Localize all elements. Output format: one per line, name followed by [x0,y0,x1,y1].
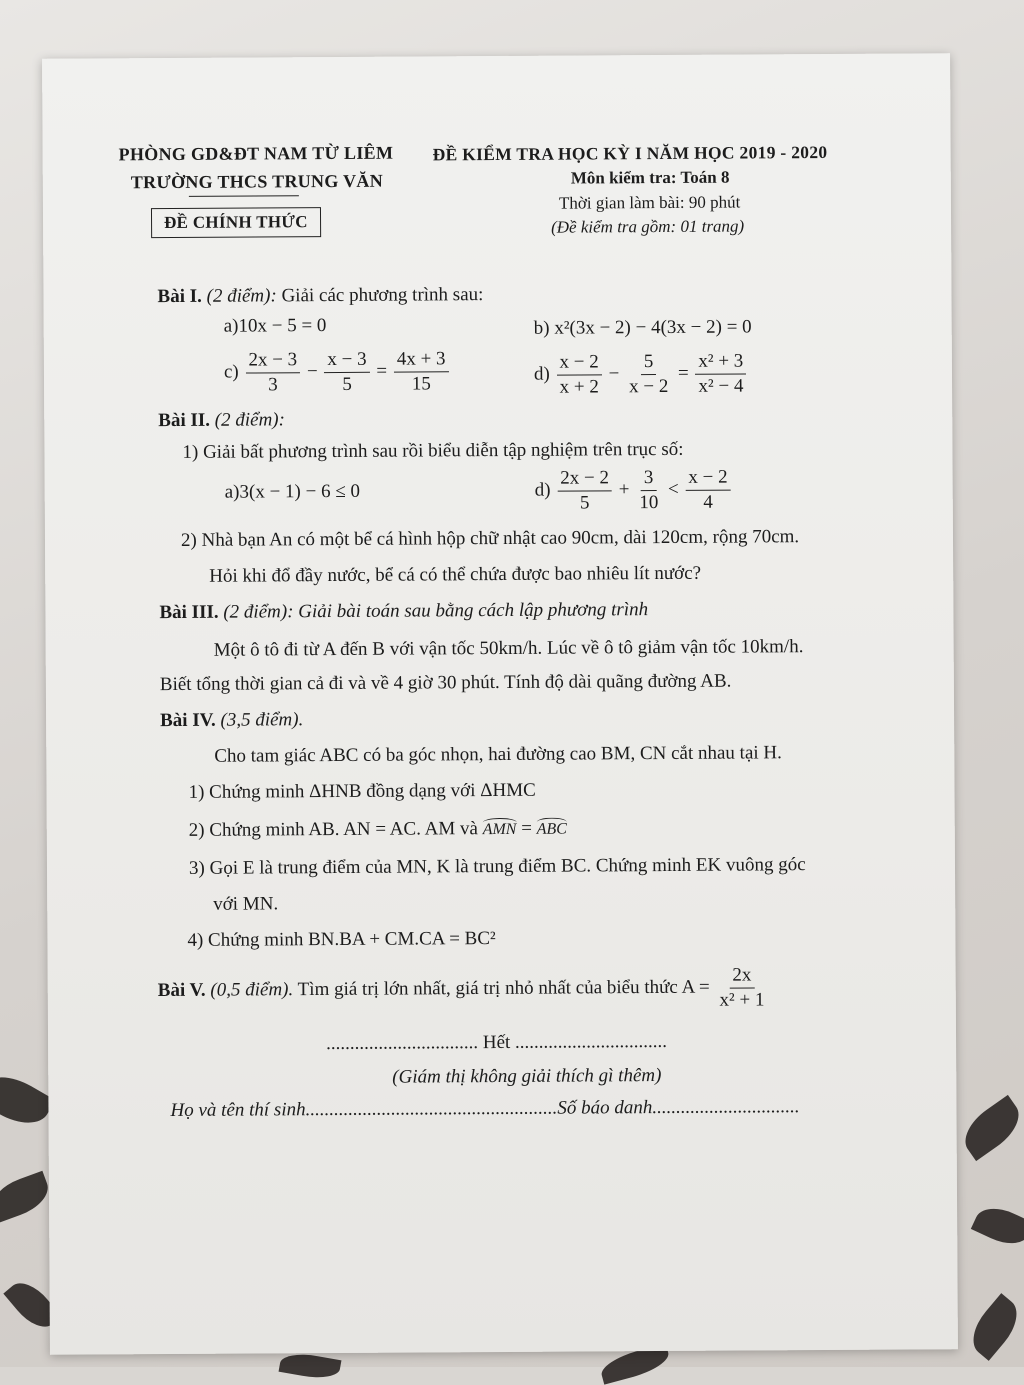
leaf-pattern [0,1065,55,1135]
bai2-q2-line2: Hỏi khi đổ đầy nước, bể cá có thể chứa được bao nhiêu lít nước? [209,562,702,587]
operator: − [306,360,318,383]
leaf-pattern [955,1095,1024,1161]
fraction-numerator: x − 2 [685,467,730,491]
proctor-note: (Giám thị không giải thích gì thêm) [392,1065,662,1088]
header-underline [189,195,299,197]
exam-pages-note: (Đề kiểm tra gồm: 01 trang) [551,216,745,237]
fraction [324,349,370,396]
fraction [557,467,612,514]
fraction-numerator: x − 3 [324,349,369,373]
fraction-denominator: 5 [342,373,352,395]
fraction-denominator: x − 2 [629,375,669,398]
bai4-q2-text: 2) Chứng minh AB. AN = AC. AM và [188,818,478,841]
exam-subject: Môn kiểm tra: Toán 8 [570,167,730,188]
bai1-prompt: Giải các phương trình sau: [281,284,484,307]
operator: = [521,817,532,839]
fraction-denominator: x + 2 [559,376,599,398]
bai1-a: a)10x − 5 = 0 [223,315,327,337]
bai3-line1: Một ô tô đi từ A đến B với vận tốc 50km/h. Lúc về ô tô giảm vận tốc 10km/h. [213,636,804,661]
fraction-numerator: 2x [729,964,754,988]
operator: + [618,479,630,501]
fraction-denominator: 3 [268,374,278,396]
fraction [685,467,731,514]
bai1-c-label: c) [223,361,239,383]
leaf-pattern [279,1350,342,1382]
fraction-denominator: 10 [639,492,659,514]
bai2-heading [158,409,285,432]
bai2-points: (2 điểm): [214,409,285,431]
bai3-heading [159,599,648,624]
bai2-a: a)3(x − 1) − 6 ≤ 0 [224,480,361,503]
fraction-numerator: 2x − 2 [557,467,612,491]
fraction-numerator: 3 [641,467,657,491]
angle-amn: AMN [482,820,517,839]
bai5-text: Tìm giá trị lớn nhất, giá trị nhỏ nhất của biểu thức A = [297,976,710,1001]
fraction [626,351,672,398]
bai4-q4: 4) Chứng minh BN.BA + CM.CA = BC² [187,928,496,951]
fraction [245,349,300,396]
fraction-numerator: x² + 3 [695,350,746,374]
fraction-numerator: x − 2 [556,351,601,375]
fraction-denominator: 4 [703,491,713,513]
operator: − [608,363,620,385]
bai5-line [158,964,770,1015]
bai2-q1: 1) Giải bất phương trình sau rồi biểu diễn tập nghiệm trên trục số: [182,438,684,463]
end-marker: ................................ Hết ................................ [326,1030,668,1055]
exam-duration: Thời gian làm bài: 90 phút [558,192,741,213]
bai1-points: (2 điểm): [206,285,277,307]
fraction-numerator: 5 [641,351,657,375]
operator: < [667,478,679,500]
bai5-title: Bài V. [157,979,206,1001]
fraction-denominator: 15 [411,373,431,395]
bai4-q3-line1: 3) Gọi E là trung điểm của MN, K là trung điểm BC. Chứng minh EK vuông góc [188,854,806,879]
candidate-line: Họ và tên thí sinh.....................................................Số báo danh............................... [170,1096,800,1122]
fraction [636,467,661,514]
leaf-pattern [971,1200,1024,1252]
bai2-d-label: d) [534,479,551,501]
fraction-denominator: x² + 1 [719,989,765,1011]
bai2-q2-line1: 2) Nhà bạn An có một bể cá hình hộp chữ nhật cao 90cm, dài 120cm, rộng 70cm. [180,526,800,551]
bai1-heading [157,284,483,308]
fraction [695,350,746,397]
bai4-points: (3,5 điểm). [220,709,304,731]
bai5-points: (0,5 điểm). [210,979,294,1001]
exam-title: ĐỀ KIỂM TRA HỌC KỲ I NĂM HỌC 2019 - 2020 [432,141,828,165]
fraction-denominator: 5 [579,492,590,514]
bai2-d [535,467,733,515]
operator: = [376,360,388,382]
bai1-d [534,350,749,398]
bai1-title: Bài I. [157,285,202,308]
bai4-title: Bài IV. [160,709,216,732]
leaf-pattern [0,1171,54,1223]
exam-paper [42,53,958,1355]
operator: = [677,362,689,384]
angle-abc: ABC [536,820,567,838]
bai3-line2: Biết tổng thời gian cả đi và về 4 giờ 30 phút. Tính độ dài quãng đường AB. [159,670,732,696]
bai1-d-label: d) [533,363,550,385]
bai3-title: Bài III. [159,601,219,624]
bai4-q3-line2: với MN. [213,893,279,915]
fraction-denominator: x² − 4 [698,375,744,397]
fraction-numerator: 2x − 3 [245,349,300,373]
official-stamp-box: ĐỀ CHÍNH THỨC [151,207,321,238]
leaf-pattern [963,1293,1024,1361]
fraction [716,964,767,1011]
fraction [556,351,602,398]
fraction-numerator: 4x + 3 [394,348,449,372]
bai4-q2 [189,818,567,842]
bai4-heading [160,709,303,732]
bai4-q1: 1) Chứng minh ΔHNB đồng dạng với ΔHMC [188,779,536,803]
bai4-intro: Cho tam giác ABC có ba góc nhọn, hai đường cao BM, CN cắt nhau tại H. [214,742,782,767]
bai3-points: (2 điểm): Giải bài toán sau bằng cách lập phương trình [223,599,649,623]
bai1-b: b) x²(3x − 2) − 4(3x − 2) = 0 [533,316,752,339]
bai2-title: Bài II. [158,409,211,432]
school-name: TRƯỜNG THCS TRUNG VĂN [130,170,384,193]
fraction [394,348,449,395]
bai1-c [224,348,451,396]
department-name: PHÒNG GD&ĐT NAM TỪ LIÊM [118,142,394,165]
